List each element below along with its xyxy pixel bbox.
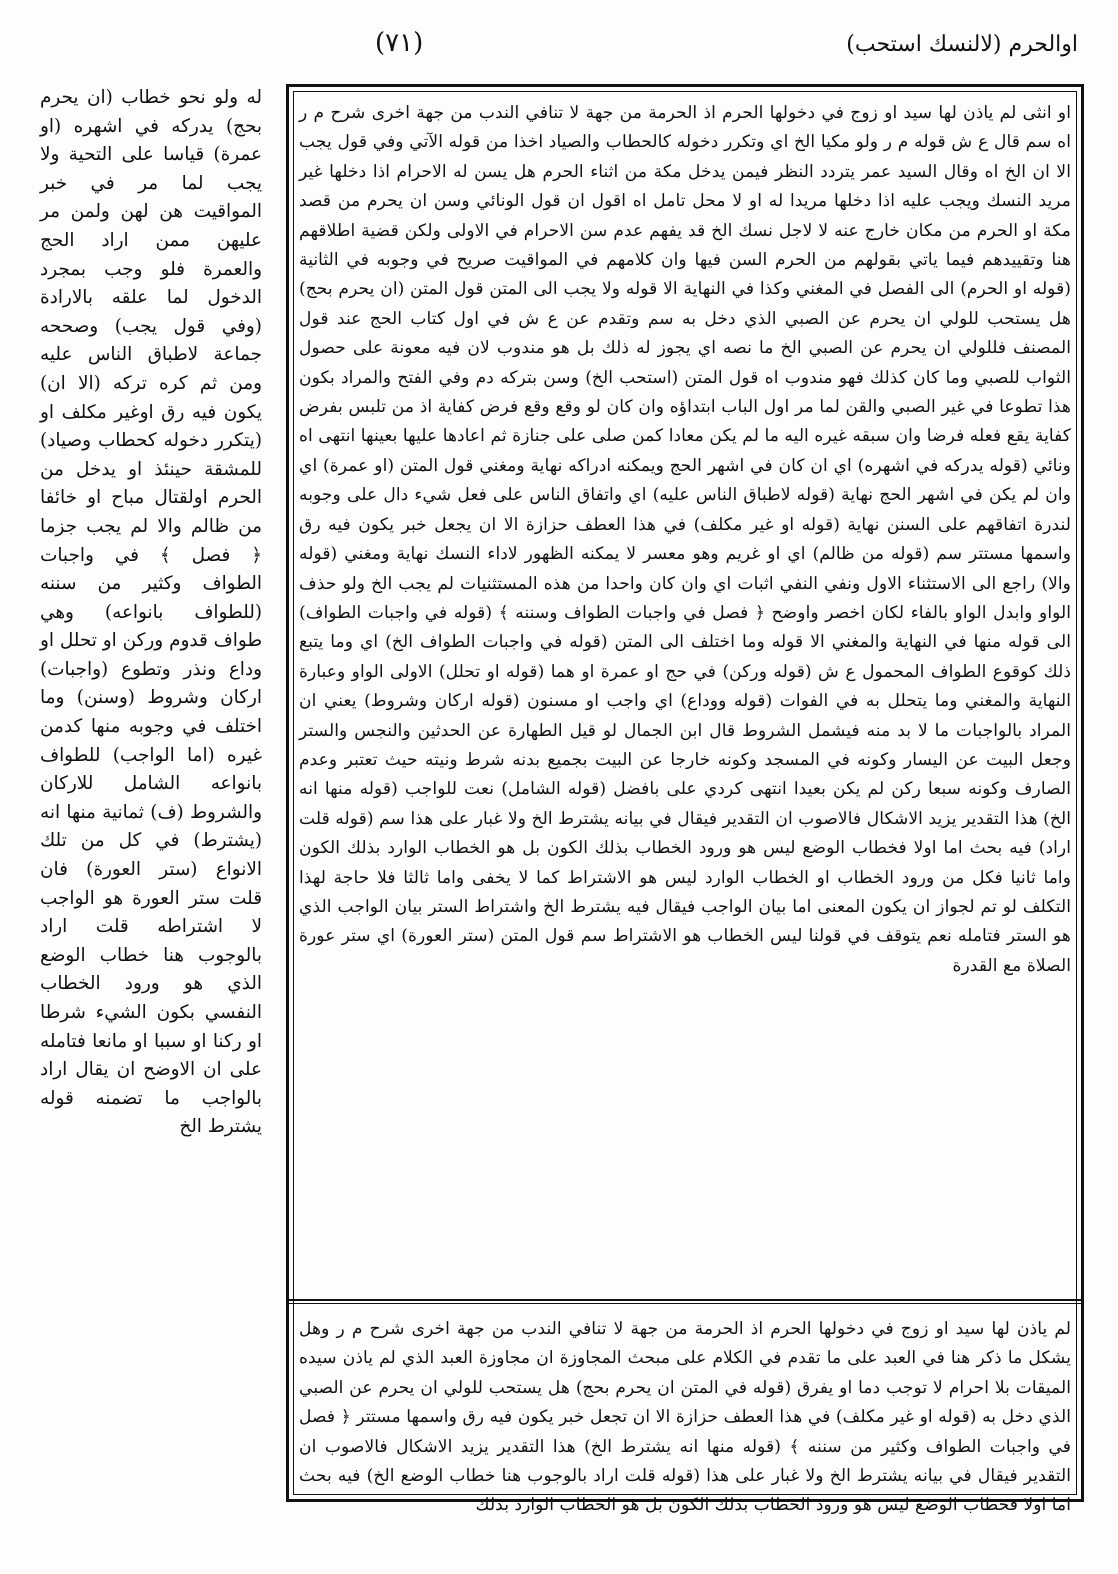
section-divider-thin: [289, 1303, 1081, 1304]
main-commentary: [299, 99, 1071, 1287]
page-number: (٧١): [375, 28, 424, 58]
side-column-text: [40, 84, 262, 1524]
side-paragraph: له ولو نحو خطاب (ان يحرم بحج) يدركه في اشهره (او عمرة) قياسا على التحية ولا يجب لما مر في خبر المواقيت هن لهن ولمن مر عليهن ممن اراد الحج والعمرة فلو وجب بمجرد الدخول لما علقه بالارادة (وفي قول يجب) وصححه جماعة لاطباق الناس عليه ومن ثم كره تركه (الا ان) يكون فيه رق اوغير مكلف او (يتكرر دخوله كحطاب وصياد) للمشقة حينئذ او يدخل من الحرم اولقتال مباح او خائفا من ظالم والا لم يجب جزما ﴿ فصل ﴾ في واجبات الطواف وكثير من سننه (للطواف بانواعه) وهي طواف قدوم وركن او تحلل او وداع ونذر وتطوع (واجبات) اركان وشروط (وسنن) وما اختلف في وجوبه منها كدمن غيره (اما الواجب) للطواف بانواعه الشامل للاركان والشروط (ف) ثمانية منها انه (يشترط) في كل من تلك الانواع (ستر العورة) فان قلت ستر العورة هو الواجب لا اشتراطه قلت اراد بالوجوب هنا خطاب الوضع الذي هو ورود الخطاب النفسي بكون الشيء شرطا او ركنا او سببا او مانعا فتامله على ان الاوضح ان يقال اراد بالواجب ما تضمنه قوله يشترط الخ: [40, 87, 262, 1138]
section-divider: [289, 1299, 1081, 1301]
lower-commentary: [299, 1315, 1071, 1516]
lower-paragraph: لم ياذن لها سيد او زوج في دخولها الحرم اذ الحرمة من جهة لا تنافي الندب من جهة اخرى شرح م ر وهل يشكل ما ذكر هنا في العبد على ما تقدم في الكلام على مبحث المجاوزة ان مجاوزة العبد الذي لم ياذن سيده الميقات بلا احرام لا توجب دما او يفرق (قوله في المتن ان يحرم بحج) هل يستحب للولي ان يحرم عن الصبي الذي دخل به (قوله او غير مكلف) في هذا العطف حزازة الا ان تجعل خبر يكون فيه رق واسمها مستتر ﴿ فصل في واجبات الطواف وكثير من سننه ﴾ (قوله منها انه يشترط الخ) هذا التقدير يزيد الاشكال فالاصوب ان التقدير فيقال في بيانه يشترط الخ ولا غبار على هذا (قوله قلت اراد بالوجوب هنا خطاب الوضع الخ) فيه بحث اما اولا فخطاب الوضع ليس هو ورود الخطاب بذلك الكون بل هو الخطاب الوارد بذلك: [299, 1319, 1071, 1516]
commentary-frame: [286, 84, 1084, 1516]
running-title: اوالحرم (لالنسك استحب): [846, 32, 1078, 57]
main-paragraph: او انثى لم ياذن لها سيد او زوج في دخولها الحرم اذ الحرمة من جهة لا تنافي الندب من جهة اخرى شرح م ر اه سم قال ع ش قوله م ر ولو مكيا الخ اي وتكرر دخوله كالحطاب والصياد اخذا من قوله الآتي وفي قول يجب الا ان الخ اه وقال السيد عمر يتردد النظر فيمن يدخل مكة من اثناء الحرم هل يسن له الاحرام اذا دخلها غير مريد النسك ويجب عليه اذا دخلها مريدا له او لا محل تامل اه اقول ان قول الونائي وسن ان يحرم من قصد مكة او الحرم من مكان خارج عنه لا لاجل نسك الخ قد يفهم عدم سن الاحرام في الاولى ولكن قضية اطلاقهم هنا وتقييدهم فيما ياتي بقولهم من الحرم السن فيها وان كلامهم في المواقيت صريح في وجوبه في الثانية (قوله او الحرم) الى الفصل في المغني وكذا في النهاية الا قوله ولا يجب الى المتن قول المتن (ان يحرم بحج) هل يستحب للولي ان يحرم عن الصبي الذي دخل به سم وتقدم عن ع ش في اول كتاب الحج عند قول المصنف فللولي ان يحرم عن الصبي الخ ما نصه اي يجوز له ذلك بل هو مندوب لان فيه معونة على حصول الثواب للصبي وما كان كذلك فهو مندوب اه قول المتن (استحب الخ) وسن بتركه دم وفي الفتح والمراد بكون هذا تطوعا في غير الصبي والقن لما مر اول الباب ابتداؤه وان كان لو وقع وقع فرض كفاية اذ من تلبس بفرض كفاية يقع فعله فرضا وان سبقه غيره اليه ما لم يكن معادا كمن صلى على جنازة ثم اعادها عليها بعينها انتهى اه ونائي (قوله يدركه في اشهره) اي ان كان في اشهر الحج ويمكنه ادراكه نهاية ومغني قول المتن (او عمرة) اي وان لم يكن في اشهر الحج نهاية (قوله لاطباق الناس عليه) اي واتفاق الناس على فعل شيء دال على وجوبه لندرة اتفاقهم على السنن نهاية (قوله او غير مكلف) في هذا العطف حزازة الا ان يجعل خبر يكون فيه رق واسمها مستتر سم (قوله من ظالم) اي او غريم وهو معسر لا يمكنه الظهور لاداء النسك نهاية ومغني (قوله والا) راجع الى الاستثناء الاول ونفي النفي اثبات اي وان كان واحدا من هذه المستثنيات لم يجب الخ ولو حذف الواو وابدل الواو بالفاء لكان اخصر واوضح ﴿ فصل في واجبات الطواف وسننه ﴾ (قوله في واجبات الطواف) الى قوله منها في النهاية والمغني الا قوله وما اختلف الى المتن (قوله في واجبات الطواف الخ) اي وما يتبع ذلك كوقوع الطواف المحمول ع ش (قوله وركن) في حج او عمرة او هما (قوله او تحلل) الاولى الواو وعبارة النهاية والمغني وما يتحلل به في الفوات (قوله ووداع) اي واجب او مسنون (قوله اركان وشروط) يعني ان المراد بالواجبات ما لا بد منه فيشمل الشروط قال ابن الجمال لو قيل الطهارة عن الحدثين والنجس والستر وجعل البيت عن اليسار وكونه في المسجد وكونه خارجا عن البيت بجميع بدنه شرط ونيته حيث تعتبر وعدم الصارف وكونه سبعا ركن لم يكن بعيدا انتهى كردي على بافضل (قوله الشامل) نعت للواجب (قوله منها انه الخ) هذا التقدير يزيد الاشكال فالاصوب ان التقدير فيقال في بيانه يشترط الخ ولا غبار على هذا سم (قوله قلت اراد) فيه بحث اما اولا فخطاب الوضع ليس هو ورود الخطاب بذلك الكون بل هو الخطاب الوارد بذلك الكون واما ثانيا فكل من ورود الخطاب او الخطاب الوارد ليس هو الاشتراط كما لا يخفى واما ثالثا فلا حاجة لهذا التكلف لو تم لجواز ان يكون المعنى اما بيان الواجب فيقال فيه يشترط الخ واشتراط الستر بيان الواجب الذي هو الستر فتامله نعم يتوقف في قولنا ليس الخطاب هو الاشتراط سم قول المتن (ستر العورة) اي ستر عورة الصلاة مع القدرة: [299, 103, 1071, 976]
page-header: [40, 18, 1078, 74]
